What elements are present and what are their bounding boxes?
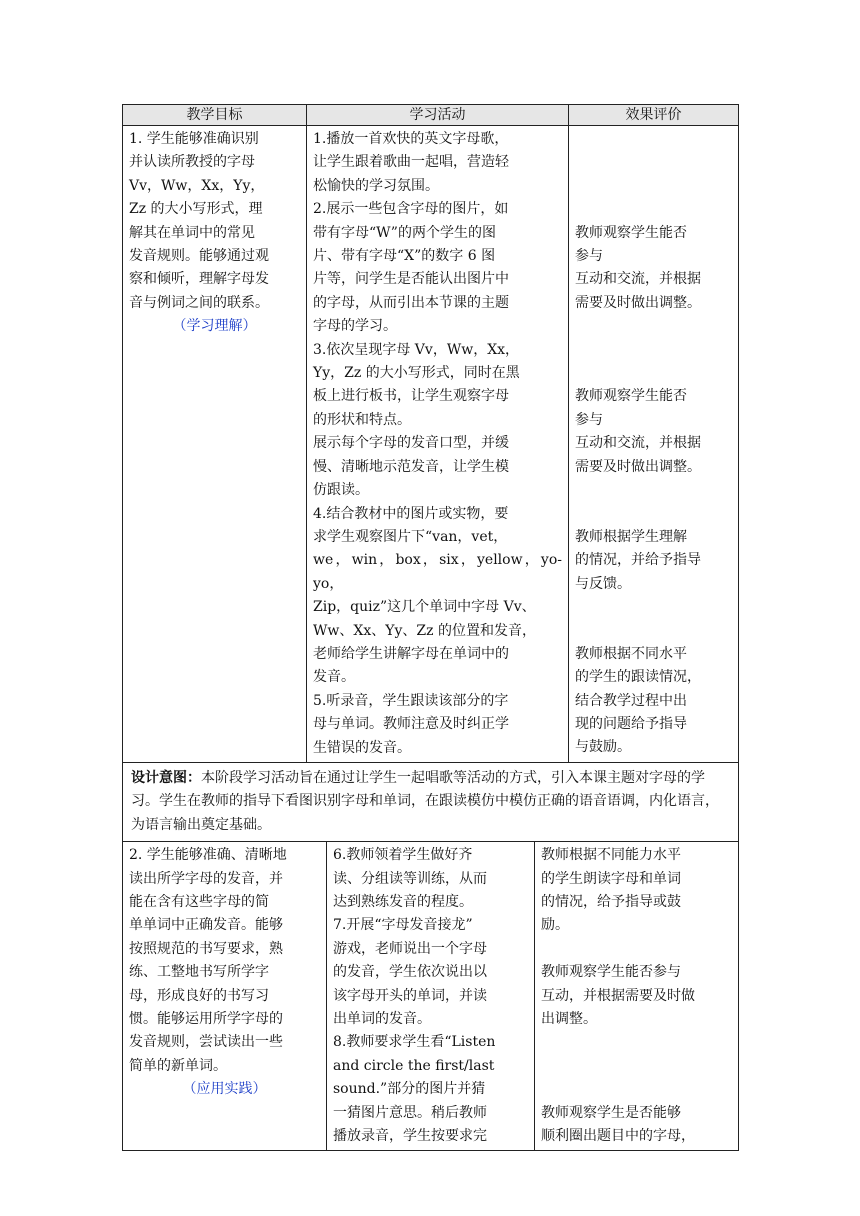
eval-line <box>575 596 732 619</box>
eval-line: 互动，并根据需要及时做 <box>541 987 695 1004</box>
activity-line: 5.听录音，学生跟读该部分的字 <box>313 692 509 709</box>
eval-line <box>575 619 732 642</box>
activity-line: 板上进行板书，让学生观察字母 <box>313 388 509 405</box>
activity-line: 慢、清晰地示范发音，让学生模 <box>313 458 509 475</box>
goal-line: Vv，Ww，Xx，Yy， <box>129 177 265 194</box>
goal-line: 音与例词之间的联系。 <box>129 294 269 311</box>
section2-eval-cell <box>535 842 739 1151</box>
section1-eval-text <box>575 128 732 760</box>
header-effect-evaluation: 效果评价 <box>569 105 739 126</box>
header-teaching-goal: 教学目标 <box>123 105 307 126</box>
activity-line: 求学生观察图片下“van，vet， <box>313 528 508 545</box>
goal-line: 读出所学字母的发音，并 <box>129 870 283 887</box>
activity-line: and circle the first/last <box>333 1057 495 1074</box>
activity-line: 4.结合教材中的图片或实物，要 <box>313 505 509 522</box>
activity-line: 带有字母“W”的两个学生的图 <box>313 224 496 241</box>
eval-line <box>575 315 732 338</box>
lesson-table-part2 <box>122 842 739 1151</box>
eval-line: 需要及时做出调整。 <box>575 458 701 475</box>
design-intent-label: 设计意图： <box>131 769 201 786</box>
goal-line: 惯。能够运用所学字母的 <box>129 1011 283 1028</box>
header-learning-activity: 学习活动 <box>307 105 569 126</box>
activity-line: 片等，问学生是否能认出图片中 <box>313 271 509 288</box>
eval-line: 教师观察学生能否 <box>575 388 687 405</box>
activity-line: 达到熟练发音的程度。 <box>333 894 473 910</box>
eval-line: 教师观察学生能否参与 <box>541 964 681 981</box>
activity-line: 游戏，老师说出一个字母 <box>333 940 487 957</box>
section2-activity-text <box>333 844 528 1148</box>
design-intent-text: 本阶段学习活动旨在通过让学生一起唱歌等活动的方式，引入本课主题对字母的学习。学生在教师的指导下看图识别字母和单词，在跟读模仿中模仿正确的语音语调，内化语言，为语言输出奠定基础。 <box>131 769 719 833</box>
activity-line: 字母的学习。 <box>313 318 397 335</box>
eval-line <box>541 1078 732 1101</box>
eval-line <box>575 502 732 525</box>
intent-row <box>123 762 739 841</box>
eval-line: 的学生朗读字母和单词 <box>541 870 681 887</box>
activity-line: Ww、Xx、Yy、Zz 的位置和发音， <box>313 622 536 639</box>
section1-activity-cell <box>307 126 569 763</box>
eval-line: 结合教学过程中出 <box>575 692 687 709</box>
goal-line: 按照规范的书写要求，熟 <box>129 940 283 957</box>
eval-line <box>541 1055 732 1078</box>
eval-line: 的情况，并给予指导 <box>575 552 701 569</box>
eval-line: 励。 <box>541 917 569 934</box>
activity-line: 3.依次呈现字母 Vv，Ww，Xx， <box>313 341 520 358</box>
activity-line: 的字母，从而引出本节课的主题 <box>313 294 509 311</box>
section1-row <box>123 126 739 763</box>
eval-line <box>541 1031 732 1054</box>
eval-line: 需要及时做出调整。 <box>575 294 701 311</box>
eval-line <box>575 151 732 174</box>
section2-goal-text <box>129 844 320 1078</box>
eval-line: 教师根据不同水平 <box>575 645 687 662</box>
goal-line: 简单的新单词。 <box>129 1057 227 1074</box>
eval-line: 教师观察学生是否能够 <box>541 1104 681 1121</box>
goal-line: 发音规则，尝试读出一些 <box>129 1034 283 1051</box>
eval-line: 参与 <box>575 411 603 428</box>
activity-line: 一猜图片意思。稍后教师 <box>333 1104 487 1121</box>
section2-activity-cell <box>327 842 535 1151</box>
activity-line: 发音。 <box>313 669 355 686</box>
section2-goal-tag: （应用实践） <box>182 1081 267 1098</box>
activity-line: Yy，Zz 的大小写形式，同时在黑 <box>313 365 520 382</box>
eval-line <box>575 128 732 151</box>
activity-line: Zip，quiz”这几个单词中字母 Vv、 <box>313 599 536 616</box>
section1-goal-text <box>129 128 300 315</box>
activity-line: 让学生跟着歌曲一起唱，营造轻 <box>313 154 509 171</box>
activity-line: 播放录音，学生按要求完 <box>333 1128 487 1145</box>
section1-goal-tag: （学习理解） <box>172 318 257 335</box>
activity-line: 老师给学生讲解字母在单词中的 <box>313 645 509 662</box>
lesson-table <box>122 104 739 842</box>
eval-line: 与鼓励。 <box>575 739 631 756</box>
eval-line: 教师根据学生理解 <box>575 528 687 545</box>
activity-line: 2.展示一些包含字母的图片，如 <box>313 201 509 218</box>
activity-line: 母与单词。教师注意及时纠正学 <box>313 716 509 733</box>
activity-line: 6.教师领着学生做好齐 <box>333 847 473 864</box>
eval-line: 顺利圈出题目中的字母， <box>541 1128 695 1144</box>
eval-line <box>575 198 732 221</box>
eval-line <box>575 362 732 385</box>
goal-line: 能在含有这些字母的简 <box>129 894 269 910</box>
eval-line <box>575 479 732 502</box>
goal-line: 2. 学生能够准确、清晰地 <box>129 847 287 864</box>
eval-line <box>575 339 732 362</box>
eval-line: 教师观察学生能否 <box>575 224 687 241</box>
activity-line: sound.”部分的图片并猜 <box>333 1081 486 1098</box>
goal-line: Zz 的大小写形式，理 <box>129 201 263 218</box>
activity-line: we，win，box，six，yellow，yo-yo， <box>313 552 562 592</box>
activity-line: 8.教师要求学生看“Listen <box>333 1034 496 1051</box>
section2-eval-text <box>541 844 732 1148</box>
eval-line: 的情况，给予指导或鼓 <box>541 894 681 910</box>
eval-line: 的学生的跟读情况， <box>575 669 701 686</box>
activity-line: 展示每个字母的发音口型，并缓 <box>313 435 509 452</box>
eval-line: 互动和交流，并根据 <box>575 435 701 452</box>
goal-line: 并认读所教授的字母 <box>129 154 255 171</box>
eval-line: 现的问题给予指导 <box>575 715 687 732</box>
eval-line <box>575 175 732 198</box>
goal-line: 1. 学生能够准确识别 <box>129 131 259 147</box>
goal-line: 练、工整地书写所学字 <box>129 964 269 981</box>
activity-line: 该字母开头的单词，并读 <box>333 987 487 1004</box>
section1-eval-cell <box>569 126 739 763</box>
activity-line: 1.播放一首欢快的英文字母歌， <box>313 131 509 147</box>
activity-line: 生错误的发音。 <box>313 739 411 756</box>
activity-line: 仿跟读。 <box>313 482 369 499</box>
goal-line: 发音规则。能够通过观 <box>129 248 269 265</box>
activity-line: 的发音，学生依次说出以 <box>333 964 487 981</box>
activity-line: 读、分组读等训练，从而 <box>333 870 487 887</box>
activity-line: 松愉快的学习氛围。 <box>313 177 439 194</box>
activity-line: 7.开展“字母发音接龙” <box>333 917 473 934</box>
section1-activity-text <box>313 128 562 760</box>
header-row <box>123 105 739 126</box>
goal-line: 母，形成良好的书写习 <box>129 987 269 1004</box>
goal-line: 解其在单词中的常见 <box>129 224 255 241</box>
activity-line: 出单词的发音。 <box>333 1011 431 1028</box>
section2-row <box>123 842 739 1151</box>
activity-line: 的形状和特点。 <box>313 411 411 428</box>
section2-goal-cell <box>123 842 327 1151</box>
goal-line: 单单词中正确发音。能够 <box>129 917 283 934</box>
design-intent-cell <box>123 762 739 841</box>
eval-line: 与反馈。 <box>575 575 631 592</box>
eval-line: 教师根据不同能力水平 <box>541 847 681 864</box>
goal-line: 察和倾听，理解字母发 <box>129 271 269 288</box>
eval-line: 互动和交流，并根据 <box>575 271 701 288</box>
activity-line: 片、带有字母“X”的数字 6 图 <box>313 248 496 265</box>
eval-line <box>541 938 732 961</box>
lesson-plan-page <box>122 104 738 1151</box>
eval-line: 参与 <box>575 247 603 264</box>
eval-line: 出调整。 <box>541 1011 597 1028</box>
section1-goal-cell <box>123 126 307 763</box>
